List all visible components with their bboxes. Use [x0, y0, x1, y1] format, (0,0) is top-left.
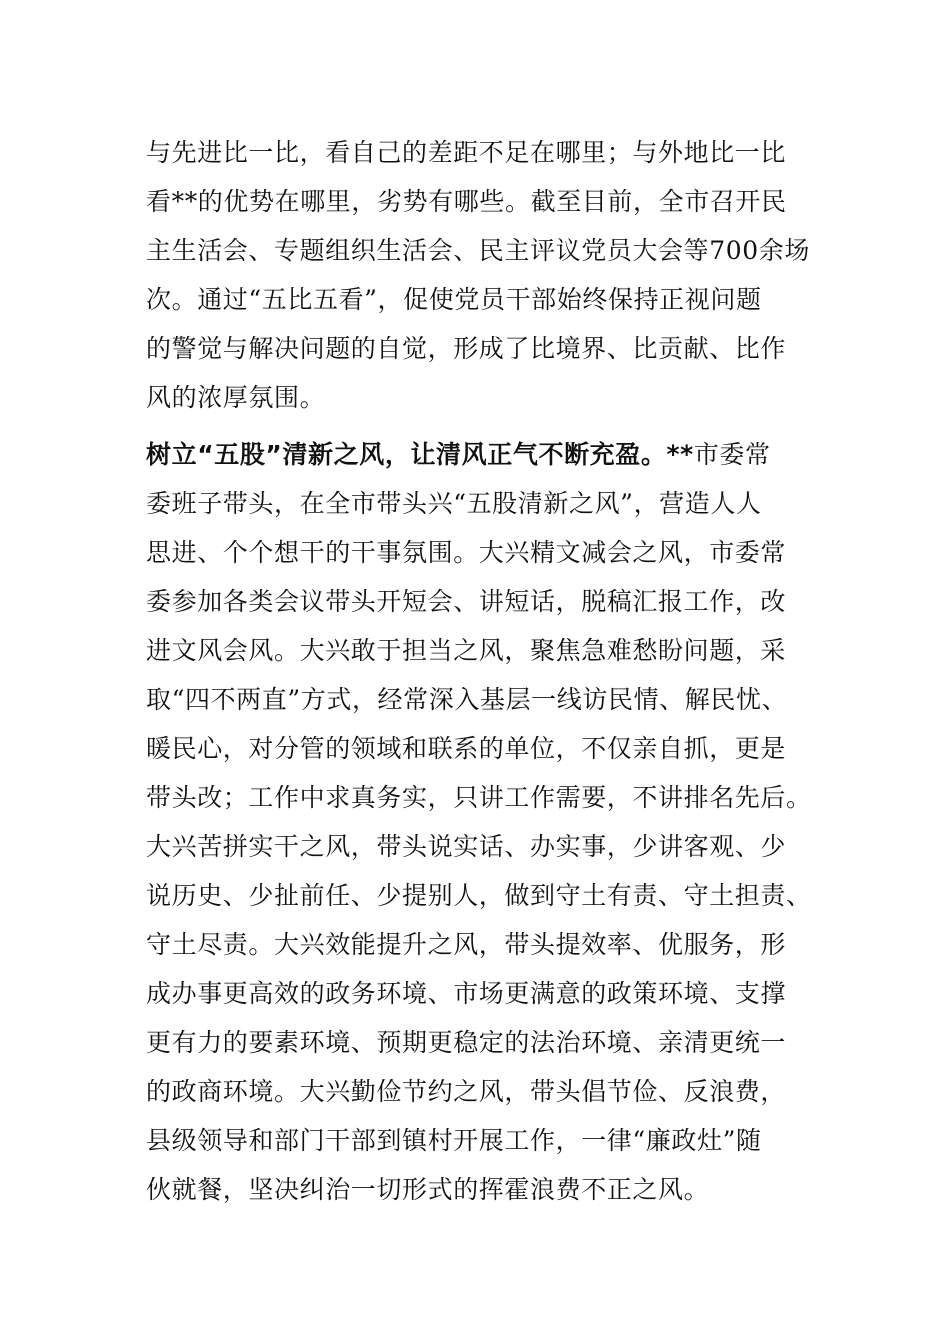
- paragraph-2-line: 委参加各类会议带头开短会、讲短话，脱稿汇报工作，改: [146, 587, 787, 616]
- paragraph-2-heading: 树立“五股”清新之风，让清风正气不断充盈。**: [146, 440, 694, 469]
- paragraph-1-line: 与先进比一比，看自己的差距不足在哪里；与外地比一比: [146, 138, 787, 167]
- paragraph-2-line: 县级领导和部门干部到镇村开展工作，一律“廉政灶”随: [146, 1126, 762, 1155]
- paragraph-2-line: 说历史、少扯前任、少提别人，做到守土有责、守土担责、: [146, 881, 812, 910]
- paragraph-2-line: 取“四不两直”方式，经常深入基层一线访民情、解民忧、: [146, 685, 788, 714]
- paragraph-2-line: 更有力的要素环境、预期更稳定的法治环境、亲清更统一: [146, 1028, 787, 1057]
- paragraph-2-line: 守土尽责。大兴效能提升之风，带头提效率、优服务，形: [146, 930, 787, 959]
- paragraph-2-line: 进文风会风。大兴敢于担当之风，聚焦急难愁盼问题，采: [146, 636, 787, 665]
- paragraph-2-line: 伙就餐，坚决纠治一切形式的挥霍浪费不正之风。: [146, 1175, 710, 1204]
- paragraph-2-line: 思进、个个想干的干事氛围。大兴精文减会之风，市委常: [146, 538, 787, 567]
- paragraph-1-line: 主生活会、专题组织生活会、民主评议党员大会等700余场: [146, 236, 810, 265]
- paragraph-1-line: 的警觉与解决问题的自觉，形成了比境界、比贡献、比作: [146, 334, 787, 363]
- paragraph-1-line: 看**的优势在哪里，劣势有哪些。截至目前，全市召开民: [146, 187, 787, 216]
- paragraph-2-line: 的政商环境。大兴勤俭节约之风，带头倡节俭、反浪费，: [146, 1077, 787, 1106]
- paragraph-2-first-line: [146, 430, 816, 479]
- body-text: [146, 128, 816, 1214]
- paragraph-2-first-line-rest: 市委常: [693, 440, 771, 469]
- paragraph-2-line: 成办事更高效的政务环境、市场更满意的政策环境、支撑: [146, 979, 787, 1008]
- paragraph-2-line: 大兴苦拼实干之风，带头说实话、办实事，少讲客观、少: [146, 832, 787, 861]
- paragraph-1-line: 次。通过“五比五看”，促使党员干部始终保持正视问题: [146, 285, 762, 314]
- paragraph-1-line: 风的浓厚氛围。: [146, 383, 326, 412]
- paragraph-2-line: 暖民心，对分管的领域和联系的单位，不仅亲自抓，更是: [146, 734, 787, 763]
- paragraph-2-line: 委班子带头，在全市带头兴“五股清新之风”，营造人人: [146, 489, 762, 518]
- paragraph-2-line: 带头改；工作中求真务实，只讲工作需要，不讲排名先后。: [146, 783, 812, 812]
